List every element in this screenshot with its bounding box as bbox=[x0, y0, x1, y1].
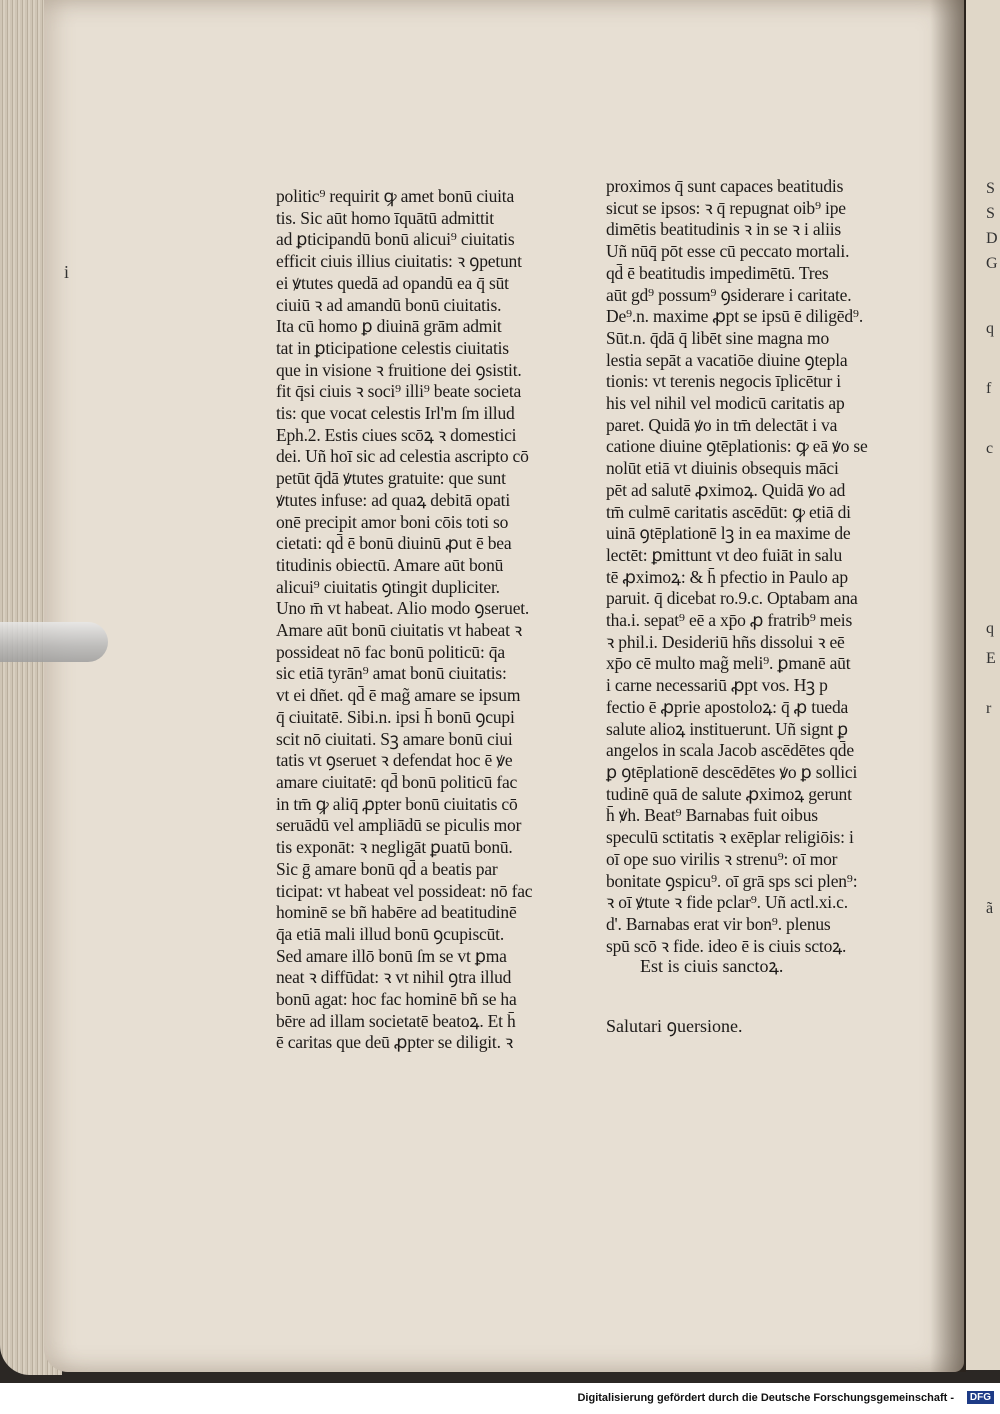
text-line: De⁹.n. maxime ꝓpt se ipsū ē diligēd⁹. bbox=[606, 306, 863, 327]
text-line: scit nō ciuitati. Sꝫ amare bonū ciui bbox=[276, 728, 513, 749]
text-line: ꝟtutes infuse: ad quaꝝ debitā opati bbox=[276, 489, 511, 510]
text-line: aūt gd⁹ possum⁹ ꝯsiderare i caritate. bbox=[606, 284, 852, 305]
closing-line-2: Salutari ꝯuersione. bbox=[606, 1016, 743, 1036]
text-line: ticipat: vt habeat vel possideat: nō fac bbox=[276, 880, 533, 901]
text-line: bonitate ꝯspicu⁹. oī grā sps sci plen⁹: bbox=[606, 870, 858, 891]
text-line: speculū sctitatis ꝛ exēplar religiōis: i bbox=[606, 827, 854, 848]
closing-line-1: Est is ciuis sanctoꝝ. bbox=[640, 956, 784, 976]
text-line: Uñ nūq̄ pōt esse cū peccato mortali. bbox=[606, 241, 850, 262]
text-line: hominē se bñ habēre ad beatitudinē bbox=[276, 902, 517, 923]
text-line: dimētis beatitudinis ꝛ in se ꝛ i aliis bbox=[606, 219, 842, 240]
text-line: Uno m̄ vt habeat. Alio modo ꝯseruet. bbox=[276, 598, 530, 619]
next-page-fragment: S bbox=[986, 205, 995, 222]
text-line: Amare aūt bonū ciuitatis vt habeat ꝛ bbox=[276, 620, 523, 641]
text-line: ad ꝑticipandū bonū alicui⁹ ciuitatis bbox=[276, 229, 515, 250]
text-line: tis. Sic aūt homo īquātū admittit bbox=[276, 207, 494, 228]
text-line: h̄ ꝟh. Beat⁹ Barnabas fuit oibus bbox=[606, 805, 818, 826]
text-line: fectio ē ꝓprie apostoloꝝ: q̄ ꝓ tueda bbox=[606, 696, 849, 717]
next-page-fragment: f bbox=[986, 380, 992, 397]
next-page-fragment: q bbox=[986, 620, 994, 637]
next-page-fragment: G bbox=[986, 255, 998, 272]
text-line: paret. Quidā ꝟo in tm̄ delectāt i va bbox=[606, 414, 838, 435]
text-line: uinā ꝯtēplationē lꝫ in ea maxime de bbox=[606, 523, 851, 544]
text-line: his vel nihil vel modicū caritatis ap bbox=[606, 393, 845, 414]
text-line: lestia sepāt a vacatiōe diuine ꝯtepla bbox=[606, 349, 848, 370]
margin-mark: i bbox=[64, 262, 70, 282]
dfg-logo: DFG bbox=[967, 1391, 994, 1404]
text-line: Sūt.n. q̄dā q̄ libēt sine magna mo bbox=[606, 327, 830, 348]
text-line: Sed amare illō bonū ſm se vt ꝑma bbox=[276, 945, 507, 966]
text-line: fit q̄si ciuis ꝛ soci⁹ illi⁹ beate societa bbox=[276, 381, 522, 402]
text-line: petūt q̄dā ꝟtutes gratuite: que sunt bbox=[276, 468, 506, 489]
text-line: lectēt: ꝑmittunt vt deo fuiāt in salu bbox=[606, 544, 843, 565]
text-line: Sic ḡ amare bonū qd̄ a beatis par bbox=[276, 858, 498, 879]
text-line: tionis: vt terenis negocis īplicētur i bbox=[606, 371, 841, 392]
text-line: tat in ꝑticipatione celestis ciuitatis bbox=[276, 337, 509, 358]
text-line: tm̄ culmē caritatis ascēdūt: ꝙ etiā di bbox=[606, 501, 851, 522]
text-line: possideat nō fac bonū politicū: q̄a bbox=[276, 641, 505, 662]
text-line: proximos q̄ sunt capaces beatitudis bbox=[606, 176, 844, 196]
footer-bar bbox=[0, 1383, 1000, 1414]
text-line: cietati: qd̄ ē bonū diuinū ꝓut ē bea bbox=[276, 533, 512, 554]
next-page-fragment: ã bbox=[986, 900, 994, 917]
text-line: catione diuine ꝯtēplationis: ꝙ eā ꝟo se bbox=[606, 436, 868, 457]
text-line: tis exponāt: ꝛ negligāt ꝑuatū bonū. bbox=[276, 837, 513, 858]
text-line: efficit ciuis illius ciuitatis: ꝛ ꝯpetunt bbox=[276, 251, 522, 272]
text-line: xp̄o cē multo mag̃ meli⁹. ꝑmanē aūt bbox=[606, 653, 851, 674]
text-line: tē ꝓximoꝝ: & h̄ pfectio in Paulo ap bbox=[606, 566, 848, 587]
text-line: onē precipit amor boni cōis toti so bbox=[276, 511, 509, 532]
next-page-fragment: r bbox=[986, 700, 992, 717]
text-line: salute alioꝝ instituerunt. Uñ signt ꝑ bbox=[606, 718, 848, 739]
text-line: sicut se ipsos: ꝛ q̄ repugnat oib⁹ ipe bbox=[606, 197, 846, 218]
page-clip bbox=[0, 622, 108, 662]
text-line: qd̄ ē beatitudis impedimētū. Tres bbox=[606, 262, 829, 283]
text-line: ꝛ oī ꝟtute ꝛ fide pclar⁹. Uñ actl.xi.c. bbox=[606, 892, 848, 913]
text-line: tudinē quā de salute ꝓximoꝝ gerunt bbox=[606, 783, 852, 804]
text-line: pēt ad salutē ꝓximoꝝ. Quidā ꝟo ad bbox=[606, 479, 846, 500]
text-line: ꝑ ꝯtēplationē descēdētes ꝟo ꝑ sollici bbox=[606, 761, 858, 782]
text-line: que in visione ꝛ fruitione dei ꝯsistit. bbox=[276, 359, 522, 380]
text-line: alicui⁹ ciuitatis ꝯtingit dupliciter. bbox=[276, 576, 500, 597]
text-line: amare ciuitatē: qd̄ bonū politicū fac bbox=[276, 771, 518, 792]
text-line: q̄a etiā mali illud bonū ꝯcupiscūt. bbox=[276, 923, 505, 944]
text-line: tis: que vocat celestis Irl'm ſm illud bbox=[276, 403, 515, 424]
text-line: sic etiā tyrān⁹ amat bonū ciuitatis: bbox=[276, 663, 507, 684]
next-page-fragment: S bbox=[986, 180, 995, 197]
text-line: paruit. q̄ dicebat ro.9.c. Optabam ana bbox=[606, 588, 858, 609]
next-page-fragment: D bbox=[986, 230, 998, 247]
text-line: in tm̄ ꝙ aliq̄ ꝓpter bonū ciuitatis cō bbox=[276, 793, 518, 814]
page-gutter-shadow bbox=[930, 0, 966, 1372]
text-line: bonū agat: hoc fac hominē bñ se ha bbox=[276, 989, 517, 1010]
text-line: tatis vt ꝯseruet ꝛ defendat hoc ē ꝟe bbox=[276, 750, 513, 771]
text-line: Eph.2. Estis ciues scōꝝ ꝛ domestici bbox=[276, 424, 517, 445]
text-line: i carne necessariū ꝓpt vos. Hꝫ p bbox=[606, 675, 828, 696]
text-line: vt ei dñet. qd̄ ē mag̃ amare se ipsum bbox=[276, 685, 521, 706]
text-line: tha.i. sepat⁹ eē a xp̄o ꝓ fratrib⁹ meis bbox=[606, 610, 853, 631]
text-line: Ita cū homo ꝑ diuinā grām admit bbox=[276, 316, 502, 337]
left-text-column bbox=[276, 186, 532, 1054]
text-line: ei ꝟtutes quedā ad opandū ea q̄ sūt bbox=[276, 272, 509, 293]
text-line: q̄ ciuitatē. Sibi.n. ipsi h̄ bonū ꝯcupi bbox=[276, 706, 515, 727]
text-line: politic⁹ requirit ꝙ amet bonū ciuita bbox=[276, 186, 515, 206]
next-page-fragment: c bbox=[986, 440, 994, 457]
text-line: ē caritas que deū ꝓpter se diligit. ꝛ bbox=[276, 1032, 514, 1053]
text-line: oī ope suo virilis ꝛ strenu⁹: oī mor bbox=[606, 848, 838, 869]
text-line: ciuiū ꝛ ad amandū bonū ciuitatis. bbox=[276, 294, 502, 315]
footer-credit: Digitalisierung gefördert durch die Deutsche Forschungsgemeinschaft - bbox=[577, 1392, 954, 1404]
text-line: nolūt etiā vt diuinis obsequis māci bbox=[606, 458, 839, 479]
text-line: bēre ad illam societatē beatoꝝ. Et h̄ bbox=[276, 1010, 516, 1031]
next-page-edge bbox=[966, 0, 1000, 1370]
text-line: neat ꝛ diffūdat: ꝛ vt nihil ꝯtra illud bbox=[276, 967, 512, 988]
text-line: spū scō ꝛ fide. ideo ē is ciuis sctoꝝ. bbox=[606, 935, 847, 956]
text-line: seruādū vel ampliādū se piculis mor bbox=[276, 815, 522, 836]
text-line: angelos in scala Jacob ascēdētes qd̄e bbox=[606, 740, 854, 761]
text-line: dei. Uñ hoī sic ad celestia ascripto cō bbox=[276, 446, 529, 467]
text-line: ꝛ phil.i. Desideriū hñs dissolui ꝛ eē bbox=[606, 631, 845, 652]
right-text-column bbox=[606, 176, 868, 957]
text-line: d'. Barnabas erat vir bon⁹. plenus bbox=[606, 913, 831, 934]
next-page-fragment: q bbox=[986, 320, 994, 337]
next-page-fragment: E bbox=[986, 650, 996, 667]
text-line: titudinis obiectū. Amare aūt bonū bbox=[276, 554, 504, 575]
